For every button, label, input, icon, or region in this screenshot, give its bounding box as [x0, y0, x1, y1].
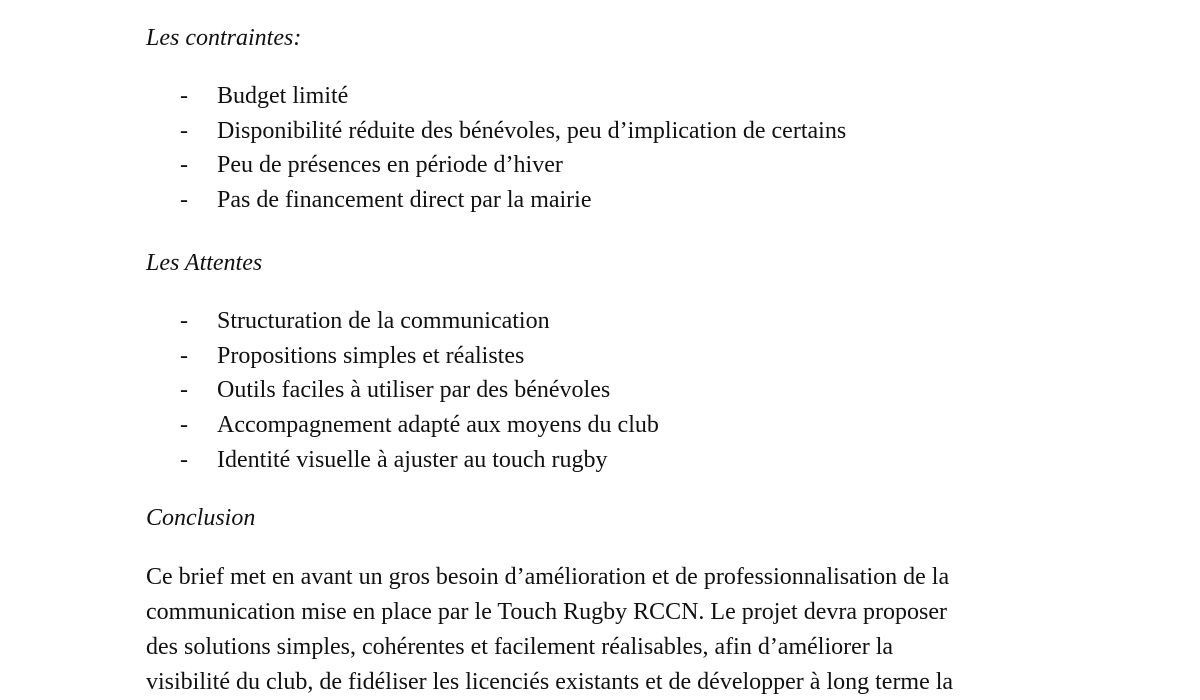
bullet-dash: -: [180, 117, 188, 144]
bullet-dash: -: [180, 308, 188, 334]
list-item-text: Pas de financement direct par la mairie: [217, 187, 592, 214]
bullet-dash: -: [180, 83, 188, 109]
list-item-text: Accompagnement adapté aux moyens du club: [217, 412, 659, 439]
list-item-text: Peu de présences en période d’hiver: [217, 152, 563, 179]
list-item-text: Structuration de la communication: [217, 308, 550, 334]
bullet-dash: -: [180, 187, 188, 214]
paragraph-line: Ce brief met en avant un gros besoin d’amélioration et de professionnalisation de la: [146, 564, 950, 590]
bullet-dash: -: [180, 377, 188, 404]
bullet-dash: -: [180, 412, 188, 439]
paragraph-line: visibilité du club, de fidéliser les licenciés existants et de développer à long terme la: [146, 669, 954, 695]
list-item-text: Identité visuelle à ajuster au touch rugby: [217, 446, 608, 473]
list-item-text: Disponibilité réduite des bénévoles, peu d’implication de certains: [217, 117, 847, 144]
paragraph-line: communication mise en place par le Touch Rugby RCCN. Le projet devra proposer: [146, 599, 947, 625]
list-item-text: Outils faciles à utiliser par des bénévoles: [217, 377, 611, 404]
bullet-dash: -: [180, 152, 188, 179]
conclusion-paragraph: [146, 562, 953, 700]
paragraph-line: des solutions simples, cohérentes et facilement réalisables, afin d’améliorer la: [146, 634, 894, 660]
bullet-dash: -: [180, 446, 188, 473]
bullet-dash: -: [180, 342, 188, 369]
list-item-text: Budget limité: [217, 83, 349, 109]
expectations-heading: Les Attentes: [146, 250, 263, 276]
constraints-heading: Les contraintes:: [146, 25, 302, 51]
list-item-text: Propositions simples et réalistes: [217, 342, 525, 369]
conclusion-heading: Conclusion: [146, 505, 256, 531]
